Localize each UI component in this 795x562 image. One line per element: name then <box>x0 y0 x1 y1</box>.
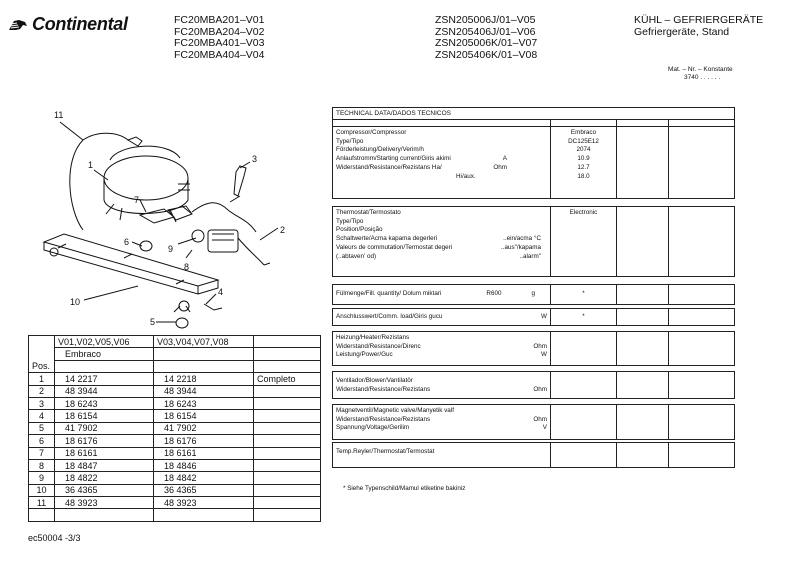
page-footer: ec50004 -3/3 <box>28 533 81 543</box>
spec-row <box>336 386 547 395</box>
table-row <box>29 447 321 459</box>
model-list-2 <box>435 15 537 61</box>
pos-cell: 1 <box>29 373 55 385</box>
power-section <box>332 308 735 326</box>
callout-label: 7 <box>134 195 140 205</box>
fan-section <box>332 371 735 399</box>
spec-label: Schaltwerte/Acma kapama degerleri <box>336 235 438 243</box>
part-b-cell: 14 2218 <box>154 373 254 385</box>
pos-cell: 6 <box>29 435 55 447</box>
spec-unit: V <box>542 424 547 432</box>
spec-label: Anlaufstromm/Starting current/Giris akimi <box>336 155 451 163</box>
valve-section <box>332 404 735 440</box>
spec-unit: ..ein/acma °C <box>503 235 541 243</box>
spec-row <box>336 164 547 173</box>
callout-label: 11 <box>54 110 64 120</box>
spec-row <box>336 253 547 262</box>
col-header: V03,V04,V07,V08 <box>154 336 254 348</box>
technical-data-panel <box>332 107 735 127</box>
heating-section <box>332 331 735 366</box>
spec-label: Widerstand/Resistance/Rezistans <box>336 415 431 423</box>
model-code: FC20MBA204–V02 <box>174 25 265 38</box>
callout-label: 1 <box>88 160 94 170</box>
power-label: Anschlusswert/Comm. load/Giris gucu <box>336 313 443 320</box>
part-a-cell: 18 6154 <box>55 410 154 422</box>
model-list-1 <box>174 15 264 61</box>
parts-table <box>28 335 321 522</box>
mat-label: Mat. – Nr. – Konstante <box>668 66 733 73</box>
part-b-cell: 48 3944 <box>154 385 254 397</box>
model-code: ZSN205406K/01–V08 <box>435 48 538 61</box>
spec-value <box>551 252 616 261</box>
spec-label: Position/Posição <box>336 226 383 234</box>
table-row <box>29 435 321 447</box>
spec-label: Type/Tipo <box>336 217 364 225</box>
spec-unit: Ohm <box>533 415 547 423</box>
table-row <box>29 410 321 422</box>
spec-row <box>336 235 547 244</box>
fill-unit: g <box>531 290 535 297</box>
part-b-cell: 18 4846 <box>154 459 254 471</box>
spec-label: Widerstand/Resistance/Direnc <box>336 342 421 350</box>
pos-cell: 2 <box>29 385 55 397</box>
spec-label: Magnetventil/Magnetic valve/Manyetik valf <box>336 407 454 414</box>
part-a-cell: 48 3944 <box>55 385 154 397</box>
spec-label: Thermostat/Termostato <box>336 209 401 216</box>
spec-label: Valeurs de commutation/Termostat degeri <box>336 243 453 251</box>
spec-label: (..abtaven' od) <box>336 252 377 260</box>
table-row <box>29 397 321 409</box>
pos-cell: 5 <box>29 422 55 434</box>
callout-label: 6 <box>124 237 130 247</box>
callout-label: 3 <box>252 154 258 164</box>
refrigerant: R600 <box>486 290 502 297</box>
spec-value: Embraco <box>570 129 597 136</box>
spec-row <box>336 218 547 227</box>
callout-label: 9 <box>168 244 174 254</box>
spec-value <box>551 226 616 235</box>
note-cell <box>254 484 321 496</box>
table-row <box>29 459 321 471</box>
exploded-parts-diagram <box>28 100 318 335</box>
spec-row <box>336 424 547 433</box>
spec-unit: Ohm <box>533 385 547 393</box>
note-cell <box>254 422 321 434</box>
spec-label: Hi/aux. <box>456 172 476 180</box>
spec-value <box>551 244 616 253</box>
spec-value: 12.7 <box>577 163 590 171</box>
part-a-cell: 36 4365 <box>55 484 154 496</box>
category-block <box>634 15 763 38</box>
part-b-cell: 36 4365 <box>154 484 254 496</box>
spec-row <box>336 209 547 218</box>
part-b-cell: 18 4842 <box>154 472 254 484</box>
note-cell <box>254 497 321 509</box>
spec-label: Heizung/Heater/Rezistans <box>336 334 410 341</box>
model-code: FC20MBA401–V03 <box>174 37 265 50</box>
parts-rows <box>29 373 321 509</box>
spec-row <box>336 129 547 138</box>
note-cell <box>254 472 321 484</box>
spec-label: Ventilador/Blower/Vantilatör <box>336 377 413 384</box>
table-row <box>29 497 321 509</box>
part-b-cell: 18 6243 <box>154 397 254 409</box>
note-cell <box>254 397 321 409</box>
note-cell <box>254 410 321 422</box>
pos-cell: 3 <box>29 397 55 409</box>
part-a-cell: 18 6176 <box>55 435 154 447</box>
spec-row <box>336 244 547 253</box>
power-unit: W <box>541 313 547 320</box>
spec-label: Spannung/Voltage/Gerilim <box>336 424 410 432</box>
pos-cell: 4 <box>29 410 55 422</box>
fill-label: Fülmenge/Fill. quantity/ Dolum miktari <box>336 290 442 297</box>
tech-title: TECHNICAL DATA/DADOS TECNICOS <box>332 107 735 120</box>
note-cell <box>254 385 321 397</box>
spec-value: 18.0 <box>577 172 590 180</box>
spec-unit: ..alarm" <box>519 252 541 260</box>
spec-row <box>336 407 547 416</box>
callout-label: 4 <box>218 287 224 297</box>
spec-label: Widerstand/Resistance/Rezistans Ha/ <box>336 163 442 171</box>
compressor-section <box>332 126 735 199</box>
spec-row <box>336 416 547 425</box>
spec-label: Widerstand/Resistance/Rezistans <box>336 385 431 393</box>
power-value: * <box>551 309 617 325</box>
spec-label: Förderleistung/Delivery/Verim/h <box>336 146 424 154</box>
fill-value: * <box>551 285 617 304</box>
note-cell <box>254 435 321 447</box>
spec-value: 2074 <box>576 146 591 154</box>
part-b-cell: 18 6161 <box>154 447 254 459</box>
spec-row <box>336 173 547 182</box>
part-b-cell: 18 6154 <box>154 410 254 422</box>
model-code: ZSN205406J/01–V06 <box>435 25 536 38</box>
spec-value <box>551 235 616 244</box>
continental-horse-icon <box>8 18 28 32</box>
model-code: FC20MBA404–V04 <box>174 48 265 61</box>
brand-logo <box>8 14 128 35</box>
spec-label: Compressor/Compressor <box>336 129 407 136</box>
spec-row <box>336 226 547 235</box>
spec-row <box>336 377 547 386</box>
spec-unit: ..aus"/kapama <box>500 243 541 251</box>
spec-value: 10.9 <box>577 155 590 163</box>
callout-label: 2 <box>280 225 286 235</box>
callout-label: 8 <box>184 262 190 272</box>
fill-quantity-section <box>332 284 735 305</box>
spec-row <box>336 138 547 147</box>
part-a-cell: 18 6161 <box>55 447 154 459</box>
tech-sections <box>332 126 735 496</box>
pos-cell: 8 <box>29 459 55 471</box>
note-cell <box>254 447 321 459</box>
pos-header: Pos. <box>29 360 55 372</box>
pos-cell: 11 <box>29 497 55 509</box>
table-row <box>29 484 321 496</box>
maker: Embraco <box>55 348 154 360</box>
pos-cell: 10 <box>29 484 55 496</box>
part-b-cell: 48 3923 <box>154 497 254 509</box>
part-b-cell: 18 6176 <box>154 435 254 447</box>
part-a-cell: 18 4847 <box>55 459 154 471</box>
part-a-cell: 41 7902 <box>55 422 154 434</box>
spec-unit: W <box>541 351 547 359</box>
category: KÜHL – GEFRIERGERÄTE <box>634 14 764 26</box>
thermostat-section <box>332 206 735 277</box>
spec-row <box>336 155 547 164</box>
spec-label: Leistung/Power/Guc <box>336 351 393 359</box>
spec-row <box>336 146 547 155</box>
spec-value <box>551 218 616 227</box>
spec-unit: A <box>502 155 507 163</box>
callout-label: 5 <box>150 317 156 327</box>
col-header: V01,V02,V05,V06 <box>55 336 154 348</box>
mat-value: 3740 . . . . . . <box>684 74 721 81</box>
spec-row <box>336 334 547 343</box>
table-row <box>29 385 321 397</box>
spec-label: Type/Tipo <box>336 137 364 145</box>
part-a-cell: 18 4822 <box>55 472 154 484</box>
subcategory: Gefriergeräte, Stand <box>634 25 730 38</box>
model-code: FC20MBA201–V01 <box>174 14 265 26</box>
spec-unit: Ohm <box>493 163 507 171</box>
part-a-cell: 48 3923 <box>55 497 154 509</box>
spec-row <box>336 343 547 352</box>
part-a-cell: 14 2217 <box>55 373 154 385</box>
brand-name: Continental <box>32 14 128 34</box>
callout-label: 10 <box>70 297 81 307</box>
table-row <box>29 373 321 385</box>
part-a-cell: 18 6243 <box>55 397 154 409</box>
temp-label: Temp.Reyler/Thermostat/Termostat <box>333 443 551 467</box>
spec-row <box>336 351 547 360</box>
spec-unit: Ohm <box>533 342 547 350</box>
part-b-cell: 41 7902 <box>154 422 254 434</box>
spec-value: Electronic <box>569 209 598 216</box>
temp-relay-section <box>332 442 735 468</box>
model-code: ZSN205006J/01–V05 <box>435 14 536 26</box>
table-row <box>29 472 321 484</box>
pos-cell: 9 <box>29 472 55 484</box>
footnote: * Siehe Typenschild/Mamul etiketine bakiniz <box>343 485 466 492</box>
note-cell: Completo <box>254 373 321 385</box>
pos-cell: 7 <box>29 447 55 459</box>
table-row <box>29 422 321 434</box>
spec-value: DC125E12 <box>568 137 599 145</box>
model-code: ZSN205006K/01–V07 <box>435 37 538 50</box>
note-cell <box>254 459 321 471</box>
